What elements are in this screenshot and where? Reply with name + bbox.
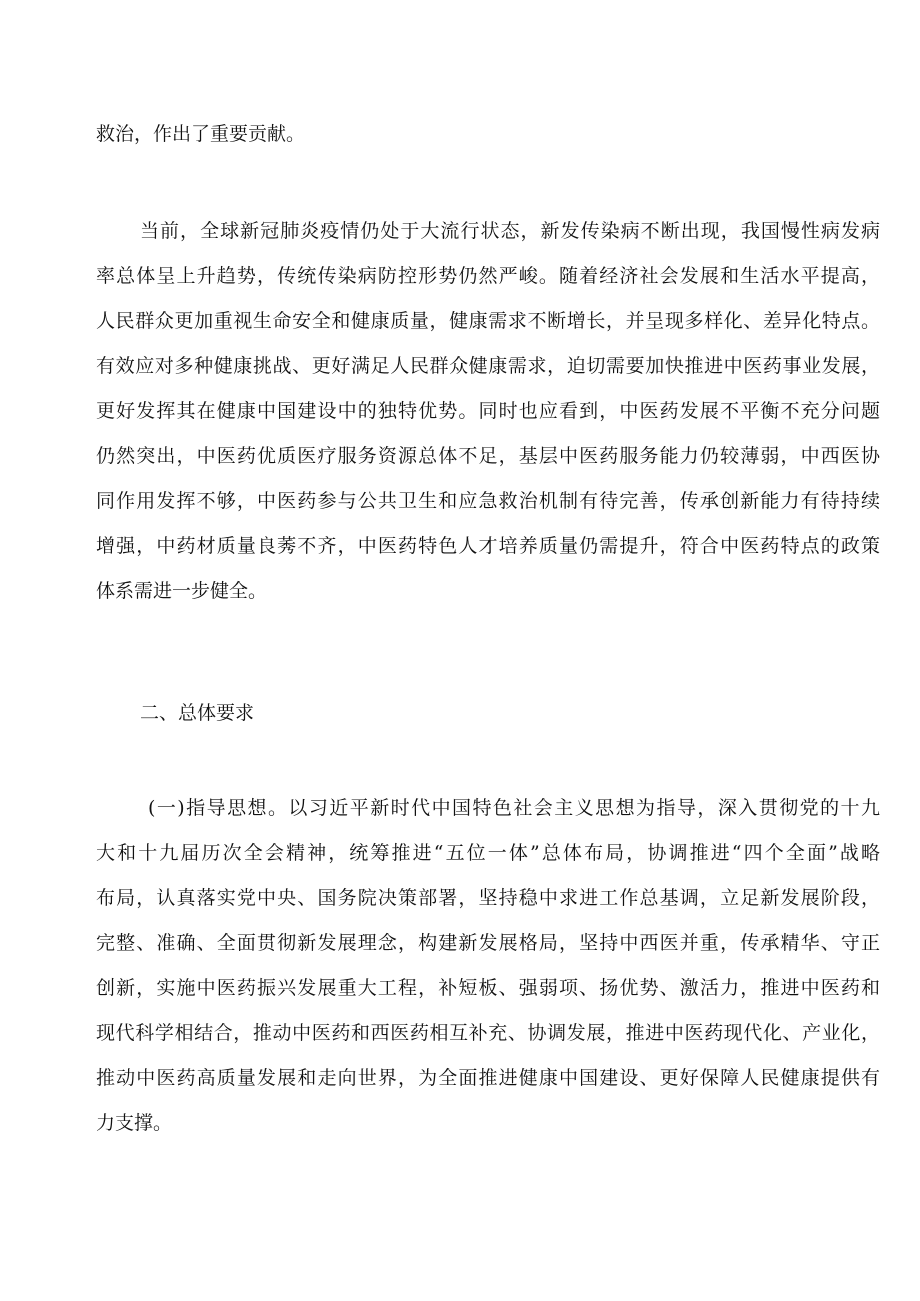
paragraph-line: 同作用发挥不够，中医药参与公共卫生和应急救治机制有待完善，传承创新能力有待持续: [96, 490, 880, 512]
paragraph-line: (一)指导思想。以习近平新时代中国特色社会主义思想为指导，深入贯彻党的十九: [148, 797, 880, 819]
paragraph-line: 人民群众更加重视生命安全和健康质量，健康需求不断增长，并呈现多样化、差异化特点。: [96, 310, 880, 332]
paragraph-line: 创新，实施中医药振兴发展重大工程，补短板、强弱项、扬优势、激活力，推进中医药和: [96, 977, 880, 999]
paragraph-line: 体系需进一步健全。: [96, 580, 268, 602]
paragraph-line: 大和十九届历次全会精神，统筹推进“五位一体”总体布局，协调推进“四个全面”战略: [96, 842, 880, 864]
paragraph-line: 有效应对多种健康挑战、更好满足人民群众健康需求，迫切需要加快推进中医药事业发展，: [96, 355, 880, 377]
section-heading: 二、总体要求: [140, 702, 255, 724]
paragraph-line: 率总体呈上升趋势，传统传染病防控形势仍然严峻。随着经济社会发展和生活水平提高，: [96, 265, 880, 287]
paragraph-line: 更好发挥其在健康中国建设中的独特优势。同时也应看到，中医药发展不平衡不充分问题: [96, 400, 880, 422]
paragraph-line: 完整、准确、全面贯彻新发展理念，构建新发展格局，坚持中西医并重，传承精华、守正: [96, 932, 880, 954]
paragraph-line: 仍然突出，中医药优质医疗服务资源总体不足，基层中医药服务能力仍较薄弱，中西医协: [96, 445, 880, 467]
paragraph-line: 布局，认真落实党中央、国务院决策部署，坚持稳中求进工作总基调，立足新发展阶段，: [96, 887, 880, 909]
paragraph-line: 增强，中药材质量良莠不齐，中医药特色人才培养质量仍需提升，符合中医药特点的政策: [96, 535, 880, 557]
paragraph-continuation-line: 救治，作出了重要贡献。: [96, 123, 306, 145]
paragraph-line: 力支撑。: [96, 1112, 173, 1134]
paragraph-line: 现代科学相结合，推动中医药和西医药相互补充、协调发展，推进中医药现代化、产业化，: [96, 1022, 880, 1044]
paragraph-line: 当前，全球新冠肺炎疫情仍处于大流行状态，新发传染病不断出现，我国慢性病发病: [140, 220, 880, 242]
paragraph-line: 推动中医药高质量发展和走向世界，为全面推进健康中国建设、更好保障人民健康提供有: [96, 1067, 880, 1089]
